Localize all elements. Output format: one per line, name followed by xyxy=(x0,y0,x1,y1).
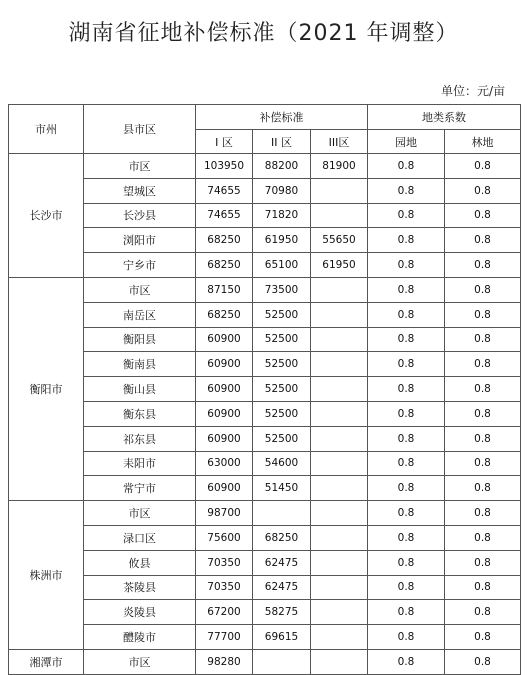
zone-1-cell: 60900 xyxy=(196,426,253,451)
zone-1-cell: 75600 xyxy=(196,525,253,550)
zone-3-cell xyxy=(311,377,368,402)
district-cell: 浏阳市 xyxy=(84,228,196,253)
zone-3-cell: 55650 xyxy=(311,228,368,253)
forest-coef-cell: 0.8 xyxy=(445,253,521,278)
district-cell: 市区 xyxy=(84,154,196,179)
forest-coef-cell: 0.8 xyxy=(445,476,521,501)
zone-1-cell: 60900 xyxy=(196,377,253,402)
zone-3-cell xyxy=(311,401,368,426)
zone-3-cell xyxy=(311,203,368,228)
garden-coef-cell: 0.8 xyxy=(368,600,445,625)
district-cell: 常宁市 xyxy=(84,476,196,501)
district-cell: 南岳区 xyxy=(84,302,196,327)
garden-coef-cell: 0.8 xyxy=(368,352,445,377)
table-row xyxy=(9,154,521,179)
zone-1-cell: 60900 xyxy=(196,327,253,352)
zone-1-cell: 87150 xyxy=(196,277,253,302)
forest-coef-cell: 0.8 xyxy=(445,302,521,327)
header-garden: 园地 xyxy=(368,130,445,154)
zone-2-cell: 88200 xyxy=(253,154,311,179)
zone-3-cell xyxy=(311,426,368,451)
forest-coef-cell: 0.8 xyxy=(445,401,521,426)
zone-3-cell xyxy=(311,302,368,327)
zone-3-cell xyxy=(311,575,368,600)
table-row xyxy=(9,302,521,327)
zone-2-cell: 65100 xyxy=(253,253,311,278)
header-zone-1: I 区 xyxy=(196,130,253,154)
zone-3-cell xyxy=(311,327,368,352)
garden-coef-cell: 0.8 xyxy=(368,228,445,253)
garden-coef-cell: 0.8 xyxy=(368,426,445,451)
zone-3-cell xyxy=(311,550,368,575)
table-row xyxy=(9,426,521,451)
forest-coef-cell: 0.8 xyxy=(445,426,521,451)
table-row xyxy=(9,277,521,302)
zone-2-cell xyxy=(253,649,311,674)
table-body xyxy=(9,154,521,675)
table-row xyxy=(9,253,521,278)
garden-coef-cell: 0.8 xyxy=(368,401,445,426)
garden-coef-cell: 0.8 xyxy=(368,277,445,302)
table-row xyxy=(9,550,521,575)
forest-coef-cell: 0.8 xyxy=(445,352,521,377)
zone-1-cell: 60900 xyxy=(196,476,253,501)
forest-coef-cell: 0.8 xyxy=(445,154,521,179)
garden-coef-cell: 0.8 xyxy=(368,625,445,650)
table-row xyxy=(9,625,521,650)
table-row xyxy=(9,178,521,203)
header-zone-2: II 区 xyxy=(253,130,311,154)
forest-coef-cell: 0.8 xyxy=(445,228,521,253)
zone-2-cell: 71820 xyxy=(253,203,311,228)
district-cell: 衡南县 xyxy=(84,352,196,377)
zone-3-cell xyxy=(311,625,368,650)
forest-coef-cell: 0.8 xyxy=(445,178,521,203)
garden-coef-cell: 0.8 xyxy=(368,377,445,402)
zone-1-cell: 103950 xyxy=(196,154,253,179)
zone-3-cell xyxy=(311,649,368,674)
district-cell: 衡山县 xyxy=(84,377,196,402)
garden-coef-cell: 0.8 xyxy=(368,253,445,278)
zone-1-cell: 68250 xyxy=(196,228,253,253)
table-row xyxy=(9,401,521,426)
table-row xyxy=(9,203,521,228)
zone-3-cell: 81900 xyxy=(311,154,368,179)
zone-2-cell: 58275 xyxy=(253,600,311,625)
zone-1-cell: 74655 xyxy=(196,203,253,228)
table-row xyxy=(9,327,521,352)
header-zone-3: III区 xyxy=(311,130,368,154)
zone-3-cell xyxy=(311,277,368,302)
zone-2-cell: 62475 xyxy=(253,550,311,575)
city-cell: 湘潭市 xyxy=(9,649,84,674)
zone-2-cell: 61950 xyxy=(253,228,311,253)
zone-2-cell: 52500 xyxy=(253,327,311,352)
district-cell: 耒阳市 xyxy=(84,451,196,476)
zone-1-cell: 67200 xyxy=(196,600,253,625)
zone-3-cell xyxy=(311,501,368,526)
district-cell: 渌口区 xyxy=(84,525,196,550)
forest-coef-cell: 0.8 xyxy=(445,525,521,550)
forest-coef-cell: 0.8 xyxy=(445,600,521,625)
zone-3-cell xyxy=(311,525,368,550)
table-row xyxy=(9,501,521,526)
forest-coef-cell: 0.8 xyxy=(445,625,521,650)
forest-coef-cell: 0.8 xyxy=(445,277,521,302)
forest-coef-cell: 0.8 xyxy=(445,327,521,352)
zone-2-cell: 52500 xyxy=(253,377,311,402)
garden-coef-cell: 0.8 xyxy=(368,575,445,600)
garden-coef-cell: 0.8 xyxy=(368,154,445,179)
table-row xyxy=(9,649,521,674)
forest-coef-cell: 0.8 xyxy=(445,501,521,526)
zone-2-cell: 70980 xyxy=(253,178,311,203)
district-cell: 攸县 xyxy=(84,550,196,575)
zone-1-cell: 98700 xyxy=(196,501,253,526)
zone-1-cell: 74655 xyxy=(196,178,253,203)
district-cell: 宁乡市 xyxy=(84,253,196,278)
garden-coef-cell: 0.8 xyxy=(368,501,445,526)
garden-coef-cell: 0.8 xyxy=(368,476,445,501)
zone-1-cell: 70350 xyxy=(196,550,253,575)
zone-3-cell xyxy=(311,178,368,203)
zone-1-cell: 70350 xyxy=(196,575,253,600)
garden-coef-cell: 0.8 xyxy=(368,649,445,674)
header-standard: 补偿标准 xyxy=(196,105,368,130)
zone-2-cell: 52500 xyxy=(253,401,311,426)
zone-1-cell: 60900 xyxy=(196,401,253,426)
zone-3-cell: 61950 xyxy=(311,253,368,278)
district-cell: 茶陵县 xyxy=(84,575,196,600)
forest-coef-cell: 0.8 xyxy=(445,550,521,575)
garden-coef-cell: 0.8 xyxy=(368,550,445,575)
city-cell: 衡阳市 xyxy=(9,277,84,500)
zone-2-cell: 52500 xyxy=(253,302,311,327)
table-row xyxy=(9,451,521,476)
table-row xyxy=(9,228,521,253)
district-cell: 祁东县 xyxy=(84,426,196,451)
forest-coef-cell: 0.8 xyxy=(445,649,521,674)
forest-coef-cell: 0.8 xyxy=(445,377,521,402)
table-row xyxy=(9,575,521,600)
district-cell: 市区 xyxy=(84,277,196,302)
district-cell: 炎陵县 xyxy=(84,600,196,625)
garden-coef-cell: 0.8 xyxy=(368,525,445,550)
zone-2-cell: 52500 xyxy=(253,352,311,377)
zone-3-cell xyxy=(311,352,368,377)
garden-coef-cell: 0.8 xyxy=(368,203,445,228)
district-cell: 市区 xyxy=(84,649,196,674)
table-row xyxy=(9,600,521,625)
zone-2-cell: 62475 xyxy=(253,575,311,600)
zone-2-cell: 54600 xyxy=(253,451,311,476)
zone-2-cell: 68250 xyxy=(253,525,311,550)
forest-coef-cell: 0.8 xyxy=(445,203,521,228)
table-row xyxy=(9,352,521,377)
garden-coef-cell: 0.8 xyxy=(368,327,445,352)
zone-2-cell: 69615 xyxy=(253,625,311,650)
district-cell: 望城区 xyxy=(84,178,196,203)
district-cell: 市区 xyxy=(84,501,196,526)
forest-coef-cell: 0.8 xyxy=(445,451,521,476)
header-city: 市州 xyxy=(9,105,84,154)
compensation-table xyxy=(8,104,521,675)
zone-2-cell: 51450 xyxy=(253,476,311,501)
zone-1-cell: 68250 xyxy=(196,253,253,278)
zone-3-cell xyxy=(311,451,368,476)
table-row xyxy=(9,476,521,501)
zone-1-cell: 60900 xyxy=(196,352,253,377)
district-cell: 长沙县 xyxy=(84,203,196,228)
garden-coef-cell: 0.8 xyxy=(368,178,445,203)
header-forest: 林地 xyxy=(445,130,521,154)
unit-label: 单位：元/亩 xyxy=(440,84,505,98)
table-row xyxy=(9,377,521,402)
header-coefficient: 地类系数 xyxy=(368,105,521,130)
garden-coef-cell: 0.8 xyxy=(368,451,445,476)
forest-coef-cell: 0.8 xyxy=(445,575,521,600)
zone-3-cell xyxy=(311,476,368,501)
zone-1-cell: 98280 xyxy=(196,649,253,674)
district-cell: 衡阳县 xyxy=(84,327,196,352)
city-cell: 株洲市 xyxy=(9,501,84,650)
city-cell: 长沙市 xyxy=(9,154,84,278)
zone-1-cell: 63000 xyxy=(196,451,253,476)
garden-coef-cell: 0.8 xyxy=(368,302,445,327)
table-row xyxy=(9,525,521,550)
zone-2-cell: 52500 xyxy=(253,426,311,451)
zone-2-cell xyxy=(253,501,311,526)
zone-3-cell xyxy=(311,600,368,625)
zone-1-cell: 68250 xyxy=(196,302,253,327)
document-title: 湖南省征地补偿标准（2021 年调整） xyxy=(68,21,459,46)
district-cell: 衡东县 xyxy=(84,401,196,426)
zone-1-cell: 77700 xyxy=(196,625,253,650)
district-cell: 醴陵市 xyxy=(84,625,196,650)
zone-2-cell: 73500 xyxy=(253,277,311,302)
header-district: 县市区 xyxy=(84,105,196,154)
